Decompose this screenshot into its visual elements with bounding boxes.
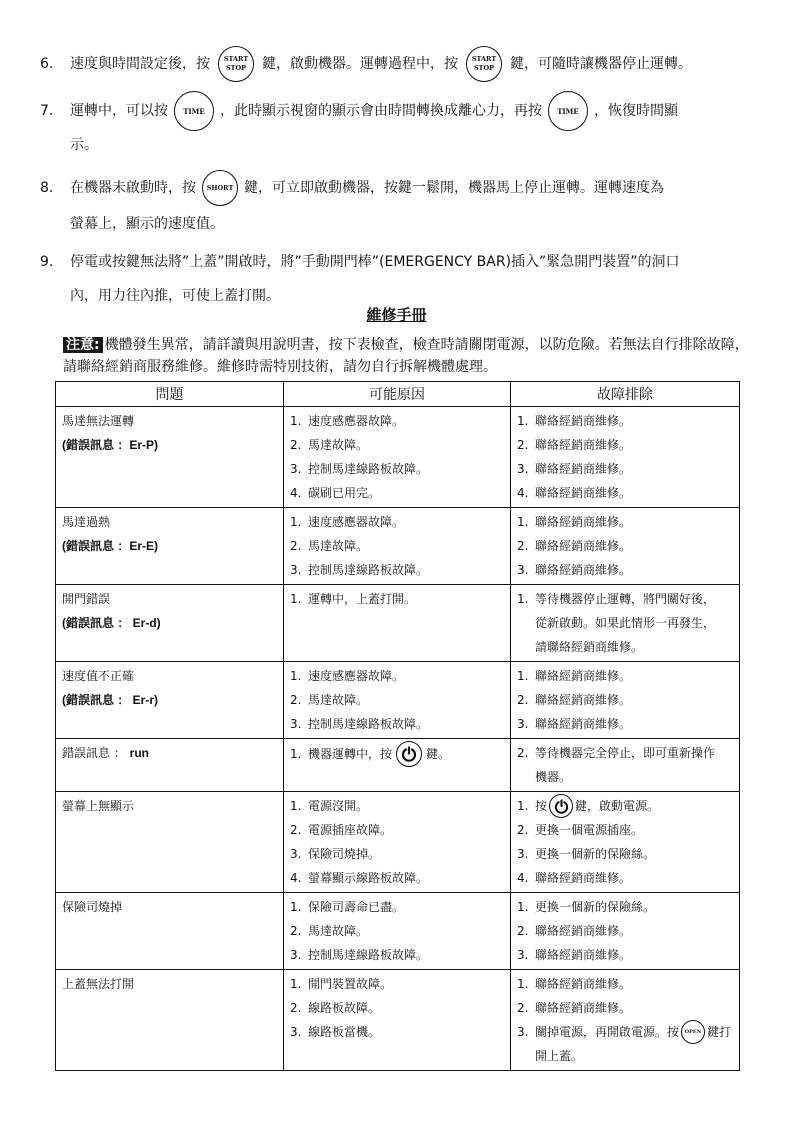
cause-text: 保險司燒掉。 [308,847,381,861]
error-code: (錯誤訊息 ：Er-E) [62,539,159,553]
cause-text: 保險司壽命已盡。 [308,900,405,914]
item-number: 2. [517,1001,529,1015]
item-number: 2. [517,438,529,452]
table-row [56,792,740,893]
item-number: 1. [517,977,529,991]
table-row [56,585,740,662]
solution-text: 聯絡經銷商維修。 [535,924,632,938]
step-text: ，此時顯示視窗的顯示會由時間轉換成離心力，再按 [220,103,542,119]
solution-text: 請聯絡經銷商維修。 [535,640,644,654]
cause-text: 馬達故障。 [308,924,369,938]
cause-cell [284,739,511,792]
step-text: 內，用力往內推，可使上蓋打開。 [70,288,280,304]
cause-cell [284,893,511,970]
item-number: 3. [290,948,302,962]
cause-cell [284,792,511,893]
error-code: (錯誤訊息 ：Er-P) [62,438,159,452]
solution-text: 聯絡經銷商維修。 [535,693,632,707]
solution-cell [511,792,740,893]
solution-text: 聯絡經銷商維修。 [535,414,632,428]
troubleshooting-table [55,381,740,1071]
item-number: 1. [290,799,302,813]
item-number: 1. [290,669,302,683]
solution-cell [511,407,740,508]
step-7 [40,90,755,158]
item-number: 3. [290,847,302,861]
cause-text: 速度感應器故障。 [308,669,405,683]
solution-text: 關掉電源，再開啟電源。按 [535,1025,680,1039]
solution-text: 機器。 [535,770,572,784]
solution-text: 等待機器停止運轉，將門關好後， [535,592,716,606]
item-number: 3. [290,1025,302,1039]
solution-text: 更換一個新的保險絲。 [535,900,656,914]
cause-text: 控制馬達線路板故障。 [308,717,429,731]
key-label-top: START [471,55,497,63]
step-text: 鍵，可立即啟動機器，按鍵一鬆開，機器馬上停止運轉。運轉速度為 [244,180,664,196]
solution-text: 聯絡經銷商維修。 [535,438,632,452]
solution-text: 聯絡經銷商維修。 [535,462,632,476]
power-key-icon [549,794,573,818]
cause-text: 螢幕顯示線路板故障。 [308,871,429,885]
step-text: 在機器未啟動時，按 [70,180,196,196]
solution-cell [511,970,740,1071]
item-number: 1. [290,900,302,914]
caution-tag: 注意: [63,337,103,353]
solution-cell [511,585,740,662]
solution-text: 聯絡經銷商維修。 [535,717,632,731]
item-number: 3. [290,462,302,476]
item-number: 3. [517,717,529,731]
cause-text: 控制馬達線路板故障。 [308,948,429,962]
item-number: 2. [517,823,529,837]
solution-text: 聯絡經銷商維修。 [535,669,632,683]
cause-text: 馬達故障。 [308,693,369,707]
cause-cell [284,508,511,585]
item-number: 2. [290,693,302,707]
cause-cell [284,585,511,662]
cause-cell [284,970,511,1071]
problem-text: 馬達無法運轉 [62,414,135,428]
solution-text: 聯絡經銷商維修。 [535,948,632,962]
item-number: 3. [290,717,302,731]
cause-text: 控制馬達線路板故障。 [308,462,429,476]
solution-cell [511,662,740,739]
step-text: 鍵，可隨時讓機器停止運轉。 [510,56,692,72]
item-number: 2. [290,539,302,553]
caution-text: 機體發生異常，請詳讀與用說明書，按下表檢查，檢查時請關閉電源，以防危險。若無法自行排除故障，請聯絡經銷商服務維修。維修時需特別技術，請勿自行拆解機體處理。 [63,337,749,375]
solution-text: 聯絡經銷商維修。 [535,486,632,500]
problem-cell [56,970,284,1071]
problem-text: 上蓋無法打開 [62,977,135,991]
problem-text: 馬達過熱 [62,515,111,529]
item-number: 1. [517,669,529,683]
table-row [56,662,740,739]
step-number: 7. [40,103,54,119]
problem-text: 速度值不正確 [62,669,135,683]
step-text: 速度與時間設定後，按 [70,56,210,72]
error-code: (錯誤訊息 ： Er-r) [62,693,159,707]
item-number: 1. [290,592,302,606]
error-code: run [129,746,149,760]
item-number: 1. [290,414,302,428]
step-number: 8. [40,180,54,196]
step-text: 鍵，啟動機器。運轉過程中，按 [262,56,458,72]
header-problem: 問題 [56,382,284,407]
solution-text: 聯絡經銷商維修。 [535,515,632,529]
step-text: 示。 [70,137,98,153]
item-number: 1. [517,515,529,529]
item-number: 1. [517,592,529,606]
solution-text: 聯絡經銷商維修。 [535,563,632,577]
problem-text: 錯誤訊息 ： [62,746,126,760]
item-number: 1. [290,515,302,529]
item-number: 2. [517,693,529,707]
cause-text: 速度感應器故障。 [308,414,405,428]
cause-text: 鍵。 [426,747,451,761]
cause-text: 機器運轉中，按 [308,747,393,761]
start-stop-key-icon [218,46,254,82]
start-stop-key-icon [466,46,502,82]
cause-text: 線路板故障。 [308,1001,381,1015]
power-key-icon [396,741,422,767]
solution-text: 鍵，啟動電源。 [575,799,660,813]
manual-title: 維修手冊 [366,306,427,324]
step-6 [40,44,755,84]
operation-steps [40,44,755,314]
item-number: 1. [517,799,529,813]
item-number: 2. [517,924,529,938]
item-number: 4. [290,486,302,500]
item-number: 2. [517,746,529,760]
table-row [56,739,740,792]
item-number: 3. [517,847,529,861]
key-label-bottom: STOP [473,64,495,72]
item-number: 3. [290,563,302,577]
step-text: 運轉中，可以按 [70,103,168,119]
solution-cell [511,508,740,585]
cause-text: 控制馬達線路板故障。 [308,563,429,577]
solution-cell [511,739,740,792]
key-label: SHORT [206,183,234,192]
error-code: (錯誤訊息 ： Er-d) [62,616,161,630]
cause-text: 線路板當機。 [308,1025,381,1039]
key-label-bottom: STOP [225,64,247,72]
solution-text: 更換一個電源插座。 [535,823,644,837]
problem-cell [56,585,284,662]
item-number: 2. [290,823,302,837]
cause-cell [284,662,511,739]
problem-cell [56,662,284,739]
cause-text: 電源插座故障。 [308,823,393,837]
step-text: 螢幕上，顯示的速度值。 [70,216,224,232]
problem-cell [56,739,284,792]
cause-text: 馬達故障。 [308,539,369,553]
solution-cell [511,893,740,970]
table-row [56,508,740,585]
key-label: OPEN [684,1028,702,1035]
item-number: 4. [517,486,529,500]
step-text: 停電或按鍵無法將”上蓋”開啟時，將”手動開門棒”(EMERGENCY BAR)插入”緊急開門裝置”的洞口 [70,254,680,270]
step-text: ，恢復時間顯 [594,103,678,119]
cause-text: 開門裝置故障。 [308,977,393,991]
cause-cell [284,407,511,508]
open-key-icon [681,1020,705,1044]
cause-text: 運轉中，上蓋打開。 [308,592,417,606]
problem-text: 開門錯誤 [62,592,111,606]
problem-cell [56,792,284,893]
item-number: 4. [290,871,302,885]
item-number: 4. [517,871,529,885]
cause-text: 碳刷已用完。 [308,486,381,500]
key-label: TIME [557,106,579,116]
step-number: 6. [40,56,54,72]
header-solution: 故障排除 [511,382,740,407]
item-number: 2. [290,1001,302,1015]
header-cause: 可能原因 [284,382,511,407]
problem-cell [56,508,284,585]
solution-text: 聯絡經銷商維修。 [535,977,632,991]
problem-text: 螢幕上無顯示 [62,799,135,813]
item-number: 3. [517,1025,529,1039]
solution-text: 聯絡經銷商維修。 [535,539,632,553]
key-label: TIME [183,106,205,116]
item-number: 1. [517,414,529,428]
problem-cell [56,893,284,970]
item-number: 3. [517,563,529,577]
step-number: 9. [40,254,54,270]
table-row [56,970,740,1071]
caution-note [63,334,749,378]
item-number: 2. [290,924,302,938]
time-key-icon [174,91,214,131]
solution-text: 更換一個新的保險絲。 [535,847,656,861]
key-label-top: START [223,55,249,63]
item-number: 3. [517,462,529,476]
solution-text: 聯絡經銷商維修。 [535,871,632,885]
item-number: 2. [517,539,529,553]
problem-text: 保險司燒掉 [62,900,123,914]
item-number: 1. [290,977,302,991]
table-header-row [56,382,740,407]
time-key-icon [548,91,588,131]
item-number: 1. [290,747,302,761]
solution-text: 鍵打 [707,1025,732,1039]
cause-text: 馬達故障。 [308,438,369,452]
table-row [56,893,740,970]
solution-text: 開上蓋。 [535,1049,584,1063]
short-key-icon [202,170,238,206]
item-number: 3. [517,948,529,962]
solution-text: 等待機器完全停止，即可重新操作 [535,746,716,760]
solution-text: 從新啟動。如果此情形一再發生， [535,616,716,630]
solution-text: 聯絡經銷商維修。 [535,1001,632,1015]
table-row [56,407,740,508]
cause-text: 電源沒開。 [308,799,369,813]
solution-text: 按 [535,799,548,813]
item-number: 2. [290,438,302,452]
item-number: 1. [517,900,529,914]
problem-cell [56,407,284,508]
step-8 [40,168,755,240]
cause-text: 速度感應器故障。 [308,515,405,529]
